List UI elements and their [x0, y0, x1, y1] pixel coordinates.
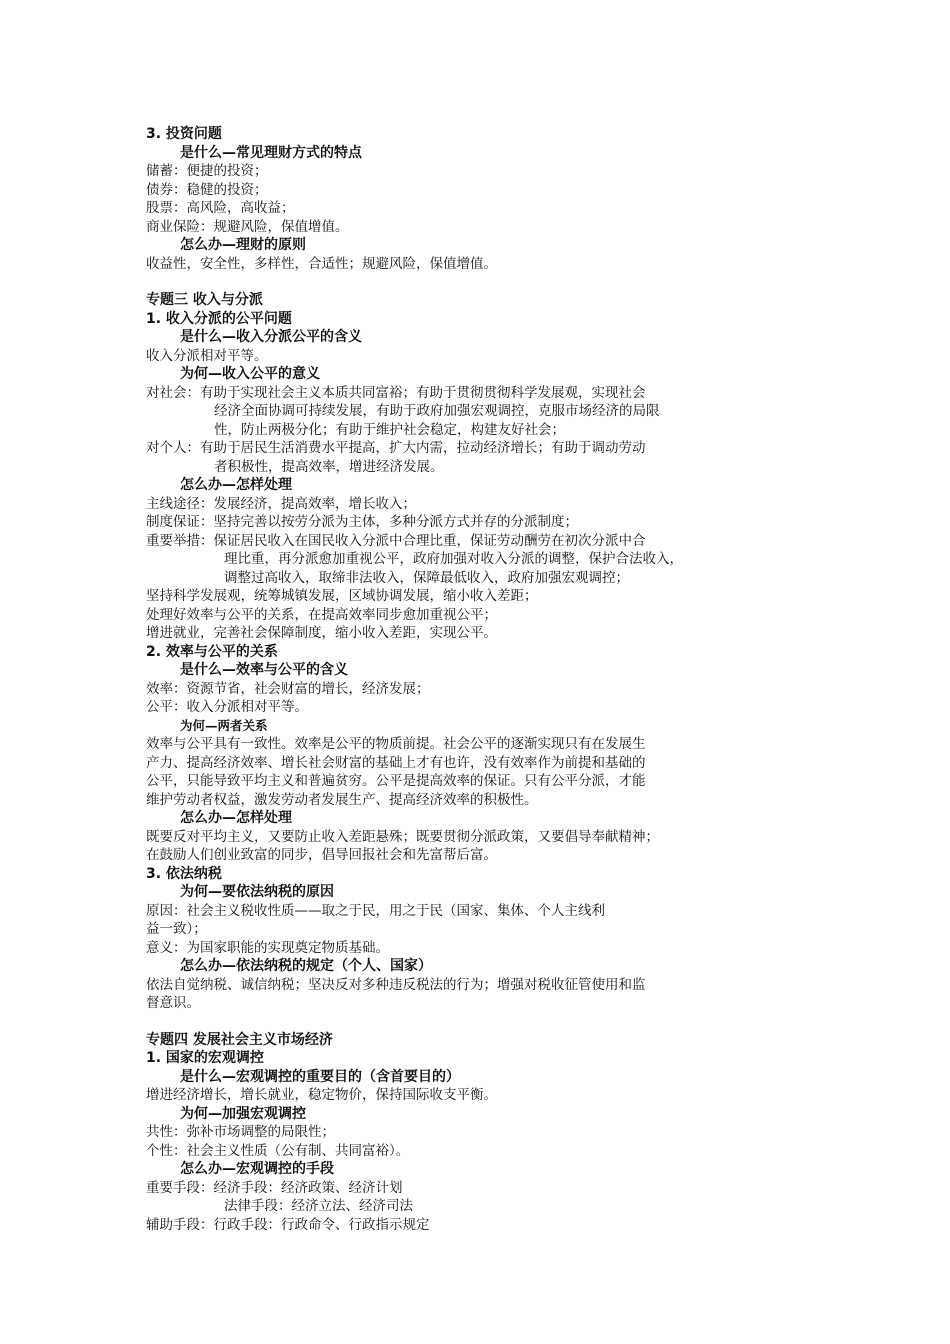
text-line: 效率与公平具有一致性。效率是公平的物质前提。社会公平的逐渐实现只有在发展生: [146, 736, 646, 752]
subheading-how: 怎么办—怎样处理: [180, 810, 292, 826]
subheading-why: 为何—加强宏观调控: [180, 1105, 306, 1122]
text-line: 维护劳动者权益，激发劳动者发展生产、提高经济效率的积极性。: [146, 791, 538, 808]
text-line: 调整过高收入，取缔非法收入，保障最低收入，政府加强宏观调控；: [224, 569, 629, 586]
text-line: 公平：收入分派相对平等。: [146, 699, 308, 715]
text-line: 储蓄：便捷的投资；: [146, 163, 268, 179]
text-line: 收入分派相对平等。: [146, 347, 268, 364]
text-line: 既要反对平均主义，又要防止收入差距悬殊；既要贯彻分派政策，又要倡导奉献精神；: [146, 828, 659, 845]
section-title: 3. 投资问题: [146, 126, 222, 142]
text-line: 债券：稳健的投资；: [146, 181, 268, 198]
subheading-what: 是什么—收入分派公平的含义: [180, 329, 362, 345]
text-line: 经济全面协调可持续发展，有助于政府加强宏观调控，克服市场经济的局限: [214, 403, 660, 419]
text-line: 股票：高风险，高收益；: [146, 200, 295, 216]
section-title: 1. 国家的宏观调控: [146, 1050, 264, 1066]
section-title: 1. 收入分派的公平问题: [146, 310, 292, 327]
subheading-how: 怎么办—宏观调控的手段: [180, 1161, 334, 1177]
text-line: 商业保险：规避风险，保值增值。: [146, 218, 349, 235]
subheading-how: 怎么办—怎样处理: [180, 477, 292, 493]
text-line: 坚持科学发展观，统筹城镇发展，区域协调发展，缩小收入差距；: [146, 588, 538, 604]
text-line: 处理好效率与公平的关系，在提高效率同步愈加重视公平；: [146, 606, 497, 623]
text-line: 法律手段：经济立法、经济司法: [224, 1198, 413, 1214]
text-line: 重要举措：保证居民收入在国民收入分派中合理比重，保证劳动酬劳在初次分派中合: [146, 532, 646, 549]
subheading-what: 是什么—效率与公平的含义: [180, 662, 348, 678]
section-title: 3. 依法纳税: [146, 865, 222, 882]
text-line: 增进就业，完善社会保障制度，缩小收入差距，实现公平。: [146, 625, 497, 641]
text-line: 个性：社会主义性质（公有制、共同富裕）。: [146, 1142, 410, 1159]
text-line: 制度保证：坚持完善以按劳分派为主体，多种分派方式并存的分派制度；: [146, 514, 578, 530]
text-line: 益一致）；: [146, 921, 207, 937]
text-line: 性，防止两极分化；有助于维护社会稳定，构建友好社会；: [214, 421, 565, 438]
section-title: 2. 效率与公平的关系: [146, 643, 278, 660]
text-line: 原因：社会主义税收性质——取之于民，用之于民（国家、集体、个人主线利: [146, 902, 605, 919]
text-line: 对社会：有助于实现社会主义本质共同富裕；有助于贯彻贯彻科学发展观，实现社会: [146, 384, 646, 401]
subheading-why: 为何—两者关系: [180, 717, 268, 733]
text-line: 共性：弥补市场调整的局限性；: [146, 1124, 335, 1140]
text-line: 产力、提高经济效率、增长社会财富的基础上才有也许，没有效率作为前提和基础的: [146, 754, 646, 771]
text-line: 辅助手段：行政手段：行政命令、行政指示规定: [146, 1216, 430, 1233]
text-line: 督意识。: [146, 995, 200, 1011]
subheading-why: 为何—要依法纳税的原因: [180, 884, 334, 900]
text-line: 效率：资源节省，社会财富的增长，经济发展；: [146, 680, 430, 697]
text-line: 主线途径：发展经济，提高效率，增长收入；: [146, 495, 416, 512]
subheading-how: 怎么办—理财的原则: [180, 237, 306, 253]
text-line: 理比重，再分派愈加重视公平，政府加强对收入分派的调整，保护合法收入，: [224, 551, 683, 567]
text-line: 意义：为国家职能的实现奠定物质基础。: [146, 939, 389, 956]
subheading-why: 为何—收入公平的意义: [180, 366, 320, 382]
text-line: 收益性，安全性，多样性，合适性；规避风险，保值增值。: [146, 255, 497, 272]
text-line: 重要手段：经济手段：经济政策、经济计划: [146, 1179, 403, 1196]
text-line: 增进经济增长，增长就业，稳定物价，保持国际收支平衡。: [146, 1087, 497, 1103]
text-line: 在鼓励人们创业致富的同步，倡导回报社会和先富帮后富。: [146, 847, 497, 863]
subheading-what: 是什么—常见理财方式的特点: [180, 144, 362, 161]
document-page: [146, 125, 826, 1234]
topic-title: 专题三 收入与分派: [146, 292, 263, 308]
subheading-what: 是什么—宏观调控的重要目的（含首要目的）: [180, 1068, 460, 1085]
text-line: 依法自觉纳税、诚信纳税；坚决反对多种违反税法的行为；增强对税收征管使用和监: [146, 976, 646, 993]
spacer: [146, 1013, 826, 1031]
topic-title: 专题四 发展社会主义市场经济: [146, 1031, 333, 1048]
spacer: [146, 273, 826, 291]
text-line: 公平，只能导致平均主义和普遍贫穷。公平是提高效率的保证。只有公平分派，才能: [146, 773, 646, 789]
text-line: 者积极性，提高效率，增进经济发展。: [214, 458, 444, 475]
subheading-how: 怎么办—依法纳税的规定（个人、国家）: [180, 958, 432, 974]
text-line: 对个人：有助于居民生活消费水平提高，扩大内需，拉动经济增长；有助于调动劳动: [146, 440, 646, 456]
